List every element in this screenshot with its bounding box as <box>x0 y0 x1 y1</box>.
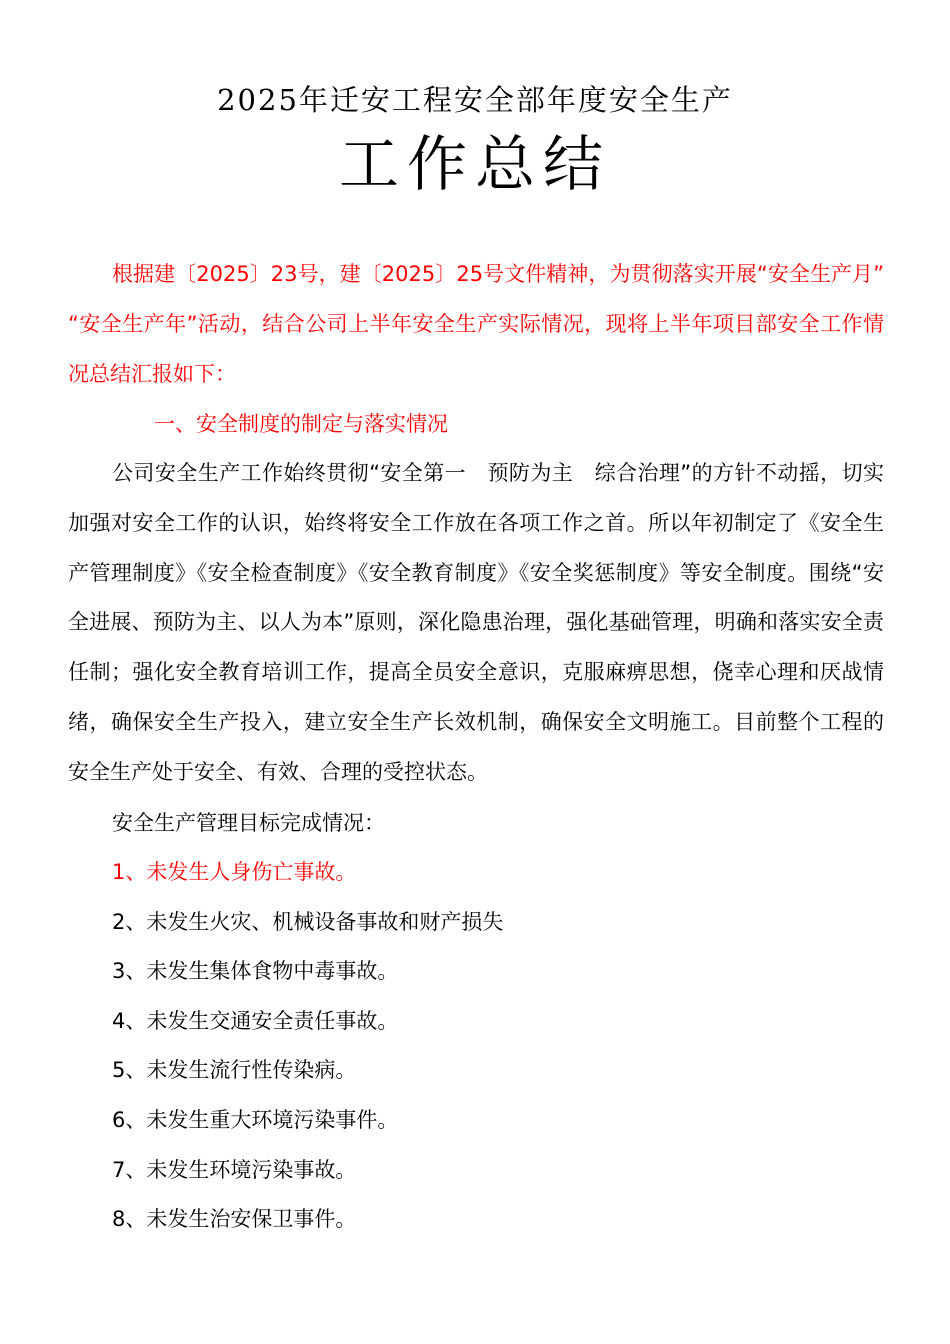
section-1-paragraph: 公司安全生产工作始终贯彻“安全第一 预防为主 综合治理”的方针不动摇，切实加强对安全工作的认识，始终将安全工作放在各项工作之首。所以年初制定了《安全生产管理制度》《安全检查制度》《安全教育制度》《安全奖惩制度》等安全制度。围绕“安全进展、预防为主、以人为本”原则，深化隐患治理，强化基础管理，明确和落实安全责任制；强化安全教育培训工作，提高全员安全意识，克服麻痹思想，侥幸心理和厌战情绪，确保安全生产投入，建立安全生产长效机制，确保安全文明施工。目前整个工程的安全生产处于安全、有效、合理的受控状态。 <box>68 461 884 784</box>
goal-item: 7、未发生环境污染事故。 <box>112 1158 357 1182</box>
goal-item: 5、未发生流行性传染病。 <box>112 1058 357 1082</box>
goal-item: 3、未发生集体食物中毒事故。 <box>112 959 399 983</box>
goal-item: 2、未发生火灾、机械设备事故和财产损失 <box>112 910 504 934</box>
goals-heading: 安全生产管理目标完成情况： <box>112 811 385 835</box>
goal-item: 4、未发生交通安全责任事故。 <box>112 1009 399 1033</box>
goal-item: 6、未发生重大环境污染事件。 <box>112 1108 399 1132</box>
intro-paragraph: 根据建〔2025〕23号，建〔2025〕25号文件精神，为贯彻落实开展“安全生产月” “安全生产年”活动，结合公司上半年安全生产实际情况，现将上半年项目部安全工作情况总结汇报如下： <box>68 262 884 386</box>
section-heading-1: 一、安全制度的制定与落实情况 <box>154 412 448 436</box>
goal-item: 1、未发生人身伤亡事故。 <box>112 860 357 884</box>
goal-item: 8、未发生治安保卫事件。 <box>112 1207 357 1231</box>
document-title-main: 工作总结 <box>339 130 611 200</box>
document-title-line1: 2025年迁安工程安全部年度安全生产 <box>217 83 733 117</box>
